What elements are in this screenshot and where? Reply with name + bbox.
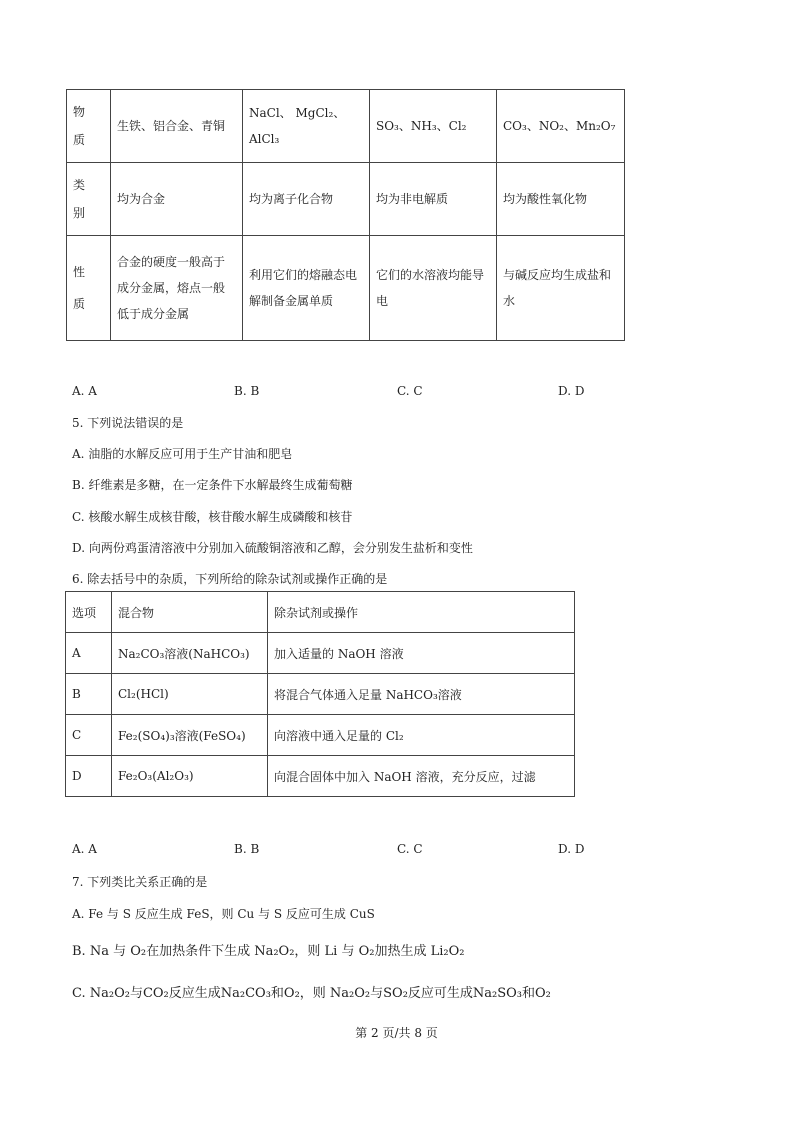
table-cell: 均为合金 [111, 163, 243, 236]
table-cell: 向混合固体中加入 NaOH 溶液，充分反应，过滤 [268, 756, 575, 797]
table-row [66, 674, 575, 715]
table-cell: Fe₂(SO₄)₃溶液(FeSO₄) [112, 715, 268, 756]
table-cell: 利用它们的熔融态电解制备金属单质 [243, 236, 370, 341]
row-header: 物质 [67, 90, 111, 163]
q7-stem: 7. 下列类比关系正确的是 [72, 875, 208, 889]
table-cell: CO₃、NO₂、Mn₂O₇ [497, 90, 625, 163]
q5-option-c[interactable]: C. 核酸水解生成核苷酸，核苷酸水解生成磷酸和核苷 [72, 510, 353, 524]
row-header: 类别 [67, 163, 111, 236]
table-cell: C [66, 715, 112, 756]
table-cell: 合金的硬度一般高于成分金属，熔点一般低于成分金属 [111, 236, 243, 341]
table-cell: 均为酸性氧化物 [497, 163, 625, 236]
q6-option-a[interactable]: A. A [72, 842, 97, 856]
table-cell: 将混合气体通入足量 NaHCO₃溶液 [268, 674, 575, 715]
table-row [67, 236, 625, 341]
substance-classification-table [66, 89, 625, 341]
q6-option-c[interactable]: C. C [397, 842, 423, 856]
table-row [67, 163, 625, 236]
q7-option-a[interactable]: A. Fe 与 S 反应生成 FeS，则 Cu 与 S 反应可生成 CuS [72, 907, 375, 921]
table-header-row [66, 592, 575, 633]
table-row [66, 756, 575, 797]
table-cell: Fe₂O₃(Al₂O₃) [112, 756, 268, 797]
table-row [66, 715, 575, 756]
q6-stem: 6. 除去括号中的杂质，下列所给的除杂试剂或操作正确的是 [72, 572, 388, 586]
table-cell: NaCl、 MgCl₂、AlCl₃ [243, 90, 370, 163]
table-cell: 它们的水溶液均能导电 [370, 236, 497, 341]
table-row [66, 633, 575, 674]
table-cell: A [66, 633, 112, 674]
column-header: 混合物 [112, 592, 268, 633]
impurity-removal-table [65, 591, 575, 797]
table-cell: 与碱反应均生成盐和水 [497, 236, 625, 341]
q4-option-a[interactable]: A. A [72, 384, 97, 398]
table-cell: 生铁、铝合金、青铜 [111, 90, 243, 163]
row-header: 性质 [67, 236, 111, 341]
table-cell: 加入适量的 NaOH 溶液 [268, 633, 575, 674]
table-cell: 均为非电解质 [370, 163, 497, 236]
table-row [67, 90, 625, 163]
q7-option-c[interactable]: C. Na₂O₂与CO₂反应生成Na₂CO₃和O₂，则 Na₂O₂与SO₂反应可生成Na₂SO₃和O₂ [72, 986, 551, 1001]
q4-option-d[interactable]: D. D [558, 384, 585, 398]
table-cell: D [66, 756, 112, 797]
table-cell: Cl₂(HCl) [112, 674, 268, 715]
q5-option-d[interactable]: D. 向两份鸡蛋清溶液中分别加入硫酸铜溶液和乙醇，会分别发生盐析和变性 [72, 541, 473, 555]
q7-option-b[interactable]: B. Na 与 O₂在加热条件下生成 Na₂O₂，则 Li 与 O₂加热生成 Li₂O₂ [72, 944, 465, 959]
q6-option-b[interactable]: B. B [234, 842, 260, 856]
table-cell: SO₃、NH₃、Cl₂ [370, 90, 497, 163]
q5-option-a[interactable]: A. 油脂的水解反应可用于生产甘油和肥皂 [72, 447, 293, 461]
table-cell: 均为离子化合物 [243, 163, 370, 236]
column-header: 除杂试剂或操作 [268, 592, 575, 633]
q4-option-b[interactable]: B. B [234, 384, 260, 398]
table-cell: Na₂CO₃溶液(NaHCO₃) [112, 633, 268, 674]
table-cell: 向溶液中通入足量的 Cl₂ [268, 715, 575, 756]
q5-option-b[interactable]: B. 纤维素是多糖，在一定条件下水解最终生成葡萄糖 [72, 478, 353, 492]
q4-option-c[interactable]: C. C [397, 384, 423, 398]
q6-option-d[interactable]: D. D [558, 842, 585, 856]
page-footer: 第 2 页/共 8 页 [355, 1026, 438, 1040]
column-header: 选项 [66, 592, 112, 633]
table-cell: B [66, 674, 112, 715]
q5-stem: 5. 下列说法错误的是 [72, 416, 184, 430]
